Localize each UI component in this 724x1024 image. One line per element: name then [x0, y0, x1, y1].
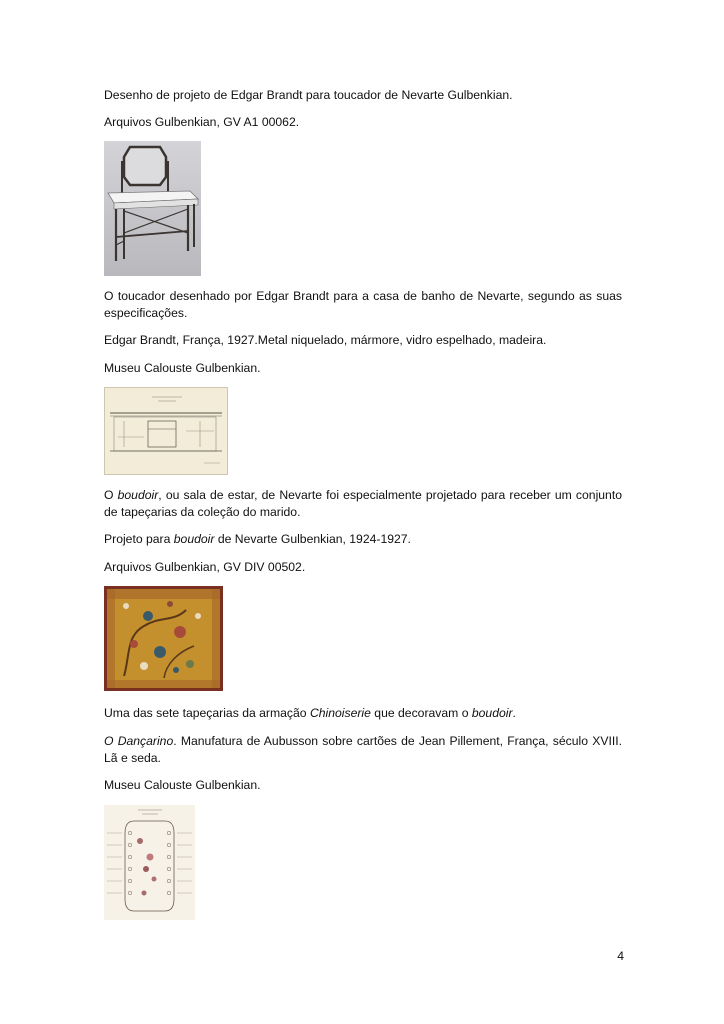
tapestry-photo [104, 586, 223, 691]
caption-boudoir-source: Arquivos Gulbenkian, GV DIV 00502. [104, 560, 306, 574]
boudoir-project-drawing [104, 387, 228, 475]
dressing-table-photo [104, 141, 201, 276]
caption-dressing-table-details: Edgar Brandt, França, 1927.Metal niquelado, mármore, vidro espelhado, madeira. [104, 333, 547, 347]
caption-drawing-title: Desenho de projeto de Edgar Brandt para toucador de Nevarte Gulbenkian. [104, 88, 513, 102]
caption-museum-1: Museu Calouste Gulbenkian. [104, 361, 261, 375]
caption-drawing-source: Arquivos Gulbenkian, GV A1 00062. [104, 115, 300, 129]
caption-boudoir: O boudoir, ou sala de estar, de Nevarte foi especialmente projetado para receber um conjunto de tapeçarias da coleção do marido. [104, 488, 622, 519]
caption-boudoir-project: Projeto para boudoir de Nevarte Gulbenkian, 1924-1927. [104, 532, 411, 546]
page-number: 4 [617, 949, 624, 963]
caption-tapestry-details: O Dançarino. Manufatura de Aubusson sobre cartões de Jean Pillement, França, século XVIII. Lã e seda. [104, 734, 623, 765]
caption-dressing-table: O toucador desenhado por Edgar Brandt para a casa de banho de Nevarte, segundo as suas especificações. [104, 289, 622, 320]
table-plan-drawing [104, 805, 195, 920]
caption-tapestry: Uma das sete tapeçarias da armação Chinoiserie que decoravam o boudoir. [104, 706, 516, 720]
caption-museum-2: Museu Calouste Gulbenkian. [104, 778, 261, 792]
